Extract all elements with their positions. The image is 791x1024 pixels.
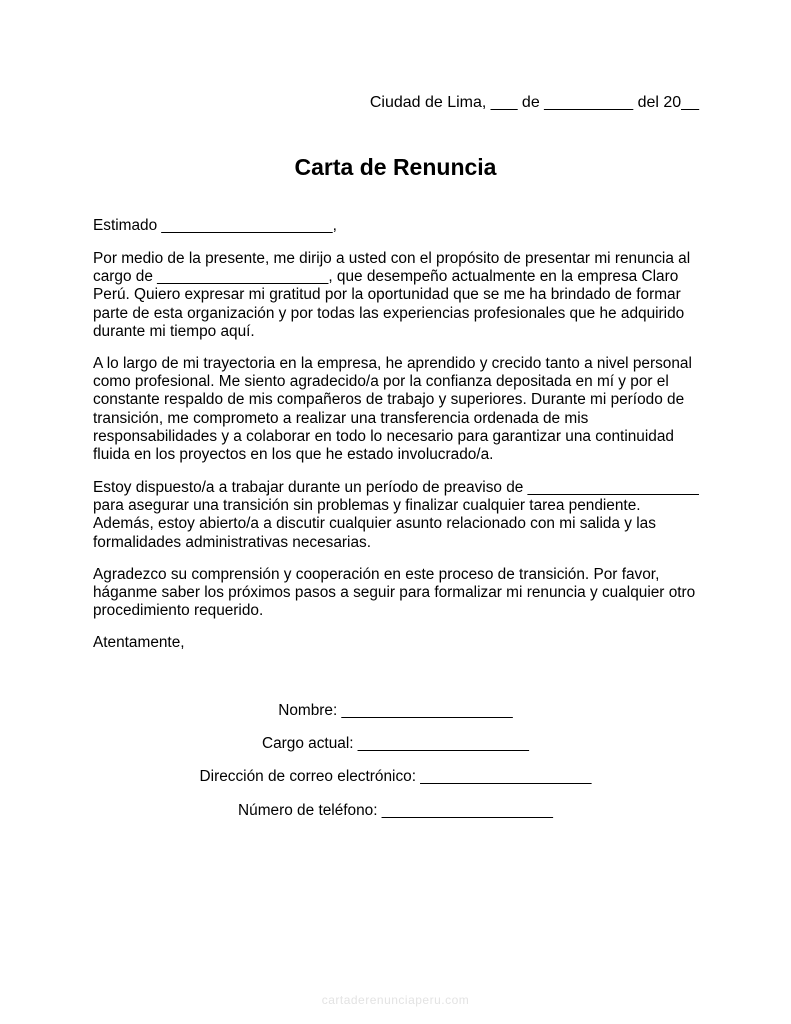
greeting: Estimado ____________________,: [93, 217, 337, 234]
watermark: cartaderenunciaperu.com: [321, 993, 470, 1007]
paragraph-text: Por medio de la presente, me dirijo a usted con el propósito de presentar mi renuncia al cargo de ____________________, que desempeño actualmente en la empresa Claro Perú. Quiero expresar mi gratitud por la oportunidad que se me ha brindado de formar parte de esta organización y por todas las experiencias profesionales que he adquirido durante mi tiempo aquí.: [93, 250, 691, 340]
paragraph-text: Agradezco su comprensión y cooperación en este proceso de transición. Por favor, háganme saber los próximos pasos a seguir para formalizar mi renuncia y cualquier otro procedimiento requerido.: [93, 566, 696, 620]
date-line: Ciudad de Lima, ___ de __________ del 20__: [369, 94, 699, 111]
signature-name-field: Nombre: ____________________: [278, 702, 513, 719]
paragraph-1: [93, 250, 703, 341]
paragraph-text: Estoy dispuesto/a a trabajar durante un período de preaviso de ____________________ para asegurar una transición sin problemas y finalizar cualquier tarea pendiente. Además, estoy abierto/a a discutir cualquier asunto relacionado con mi salida y las formalidades administrativas necesarias.: [93, 479, 699, 551]
signature-phone-field: Número de teléfono: ____________________: [238, 802, 553, 819]
paragraph-text: A lo largo de mi trayectoria en la empresa, he aprendido y crecido tanto a nivel personal como profesional. Me siento agradecido/a por la confianza depositada en mí y por el constante respaldo de mis compañeros de trabajo y superiores. Durante mi período de transición, me comprometo a realizar una transferencia ordenada de mis responsabilidades y a colaborar en todo lo necesario para garantizar una continuidad fluida en los proyectos en los que he estado involucrado/a.: [93, 355, 692, 464]
signature-position-field: Cargo actual: ____________________: [261, 735, 529, 752]
closing: Atentamente,: [93, 634, 185, 651]
paragraph-3: [93, 479, 703, 552]
paragraph-4: [93, 566, 703, 621]
signature-email-field: Dirección de correo electrónico: ____________________: [199, 768, 592, 785]
letter-title: Carta de Renuncia: [294, 154, 497, 180]
paragraph-2: [93, 355, 703, 464]
